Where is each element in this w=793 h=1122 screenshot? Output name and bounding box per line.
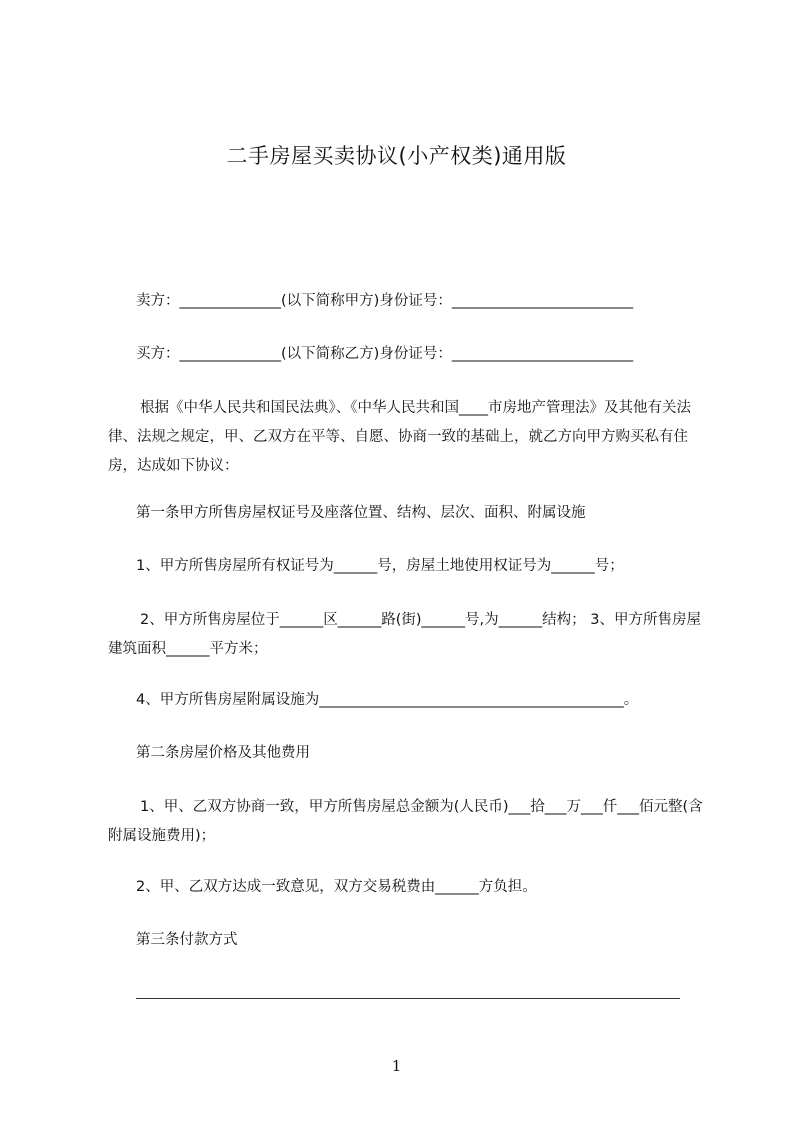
article-1-item-1: 1、甲方所售房屋所有权证号为______号，房屋土地使用权证号为______号； — [136, 558, 624, 574]
buyer-line: 买方：______________(以下简称乙方)身份证号：_________________________ — [136, 346, 634, 362]
document-title: 二手房屋买卖协议(小产权类)通用版 — [226, 144, 567, 168]
article-1-title: 第一条甲方所售房屋权证号及座落位置、结构、层次、面积、附属设施 — [136, 505, 586, 521]
blank-fill-line — [136, 998, 680, 999]
article-2-title: 第二条房屋价格及其他费用 — [136, 745, 310, 761]
article-3-title: 第三条付款方式 — [136, 932, 238, 948]
article-1-item-2: 2、甲方所售房屋位于______区______路(街)______号,为______结构； 3、甲方所售房屋建筑面积______平方米； — [108, 612, 701, 657]
intro-paragraph: 根据《中华人民共和国民法典》、《中华人民共和国____市房地产管理法》及其他有关法律、法规之规定，甲、乙双方在平等、自愿、协商一致的基础上，就乙方向甲方购买私有住房，达成如下协议： — [108, 400, 691, 474]
page-number: 1 — [391, 1057, 402, 1075]
article-2-item-2: 2、甲、乙双方达成一致意见，双方交易税费由______方负担。 — [136, 879, 537, 895]
seller-line: 卖方：______________(以下简称甲方)身份证号：_________________________ — [136, 293, 634, 309]
article-2-item-1: 1、甲、乙双方协商一致，甲方所售房屋总金额为(人民币)___拾___万___仟___佰元整(含附属设施费用)； — [108, 799, 703, 844]
article-1-item-4: 4、甲方所售房屋附属设施为__________________________________________。 — [136, 692, 639, 708]
